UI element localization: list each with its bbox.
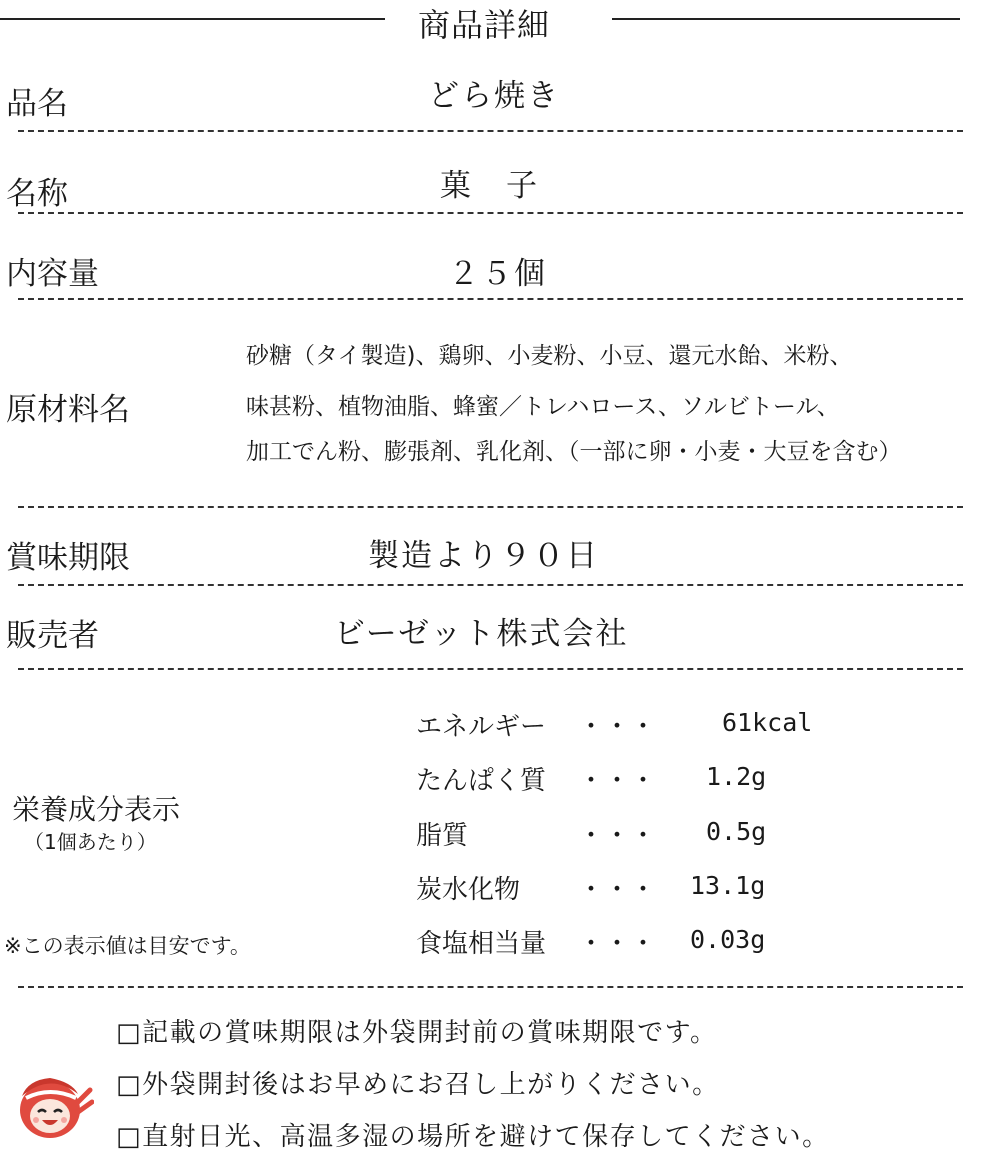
notice-item: □直射日光、高温多湿の場所を避けて保存してください。: [116, 1122, 830, 1152]
nutrient-name: エネルギー: [416, 712, 547, 742]
nutrition-note: ※この表示値は目安です。: [4, 934, 251, 958]
nutrient-value: 1.2g: [706, 762, 767, 791]
mascot-icon: [12, 1068, 94, 1144]
header-rule-left: [0, 18, 385, 20]
dots: ・・・: [578, 712, 657, 742]
notice-item: □記載の賞味期限は外袋開封前の賞味期限です。: [116, 1018, 718, 1048]
divider: [18, 584, 963, 586]
ingredients-line: 加工でん粉、膨張剤、乳化剤、（一部に卵・小麦・大豆を含む）: [246, 439, 902, 465]
expiry-label: 賞味期限: [6, 540, 130, 576]
ingredients-label: 原材料名: [6, 392, 130, 428]
dots: ・・・: [578, 821, 657, 851]
content-amount-label: 内容量: [6, 256, 99, 292]
ingredients-line: 砂糖（タイ製造)、鶏卵、小麦粉、小豆、還元水飴、米粉、: [246, 343, 853, 369]
nutrient-value: 13.1g: [690, 871, 766, 900]
notice-item: □外袋開封後はお早めにお召し上がりください。: [116, 1070, 720, 1100]
dots: ・・・: [578, 875, 657, 905]
dots: ・・・: [578, 766, 657, 796]
divider: [18, 212, 963, 214]
page-title: 商品詳細: [418, 6, 551, 44]
product-name-value: どら焼き: [428, 78, 560, 114]
product-name-label: 品名: [6, 86, 68, 122]
divider: [18, 506, 963, 508]
dots: ・・・: [578, 929, 657, 959]
nutrient-name: たんぱく質: [416, 766, 547, 796]
category-value: 菓 子: [440, 168, 539, 204]
expiry-value: 製造より９０日: [368, 538, 599, 574]
header-rule-right: [612, 18, 960, 20]
nutrient-value: 0.03g: [690, 925, 766, 954]
divider: [18, 130, 963, 132]
nutrient-name: 脂質: [416, 821, 469, 851]
nutrition-label: 栄養成分表示: [12, 793, 181, 826]
category-label: 名称: [6, 176, 68, 212]
nutrient-name: 食塩相当量: [416, 929, 547, 959]
nutrient-name: 炭水化物: [416, 875, 521, 905]
ingredients-line: 味甚粉、植物油脂、蜂蜜／トレハロース、ソルビトール、: [246, 394, 840, 420]
nutrient-value: 0.5g: [706, 817, 767, 846]
nutrient-value: 61kcal: [722, 708, 813, 737]
divider: [18, 298, 963, 300]
divider: [18, 986, 963, 988]
nutrition-sublabel: （1個あたり）: [24, 830, 157, 854]
seller-value: ビーゼット株式会社: [334, 616, 629, 652]
content-amount-value: ２５個: [448, 256, 547, 292]
divider: [18, 668, 963, 670]
seller-label: 販売者: [6, 618, 99, 654]
